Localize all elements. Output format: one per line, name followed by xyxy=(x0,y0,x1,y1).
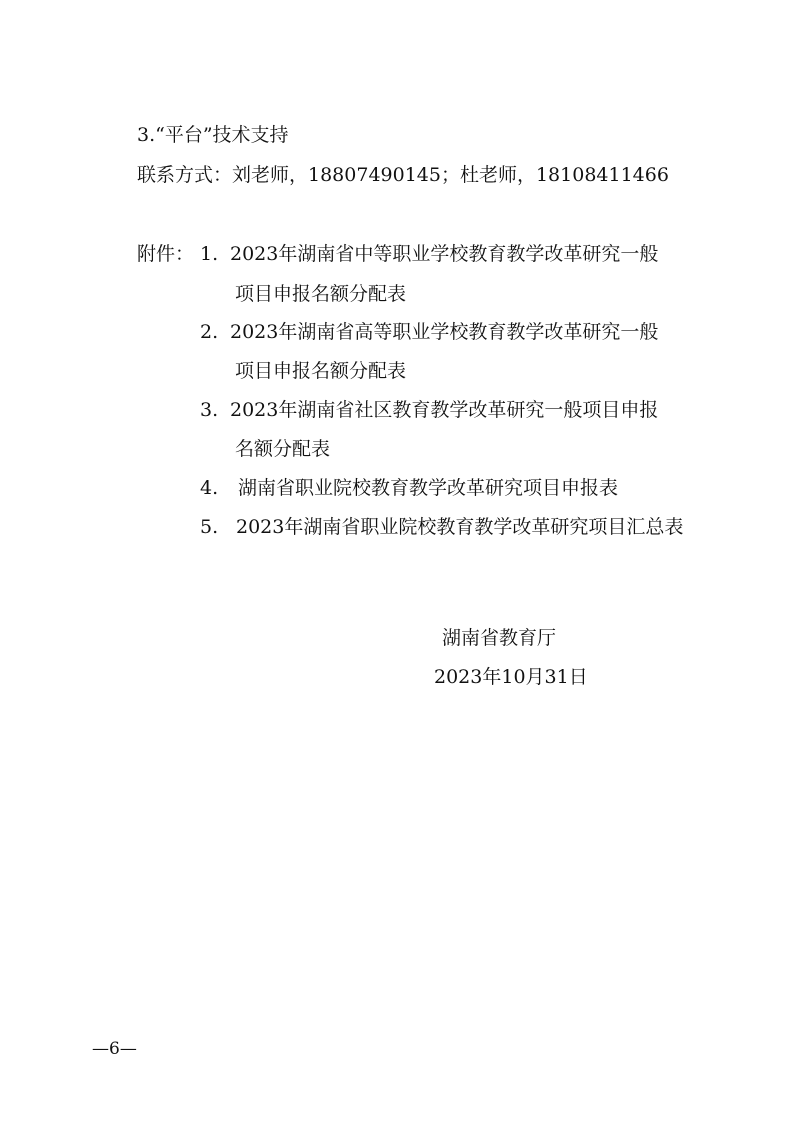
attachment-1-title-cont: 项目申报名额分配表 xyxy=(235,283,407,305)
attachment-1-number: 1. xyxy=(200,243,219,265)
attachment-3-number: 3. xyxy=(200,399,219,421)
attachment-3-title: 2023年湖南省社区教育教学改革研究一般项目申报 xyxy=(230,399,659,421)
support-heading: 3.“平台”技术支持 xyxy=(137,124,289,146)
signature-date: 2023年10月31日 xyxy=(434,666,588,688)
attachment-4-title: 湖南省职业院校教育教学改革研究项目申报表 xyxy=(238,477,619,499)
attachment-5-number: 5. xyxy=(200,516,219,538)
attachment-3-title-cont: 名额分配表 xyxy=(235,438,331,460)
attachment-1-title: 2023年湖南省中等职业学校教育教学改革研究一般 xyxy=(230,243,659,265)
attachment-4-number: 4. xyxy=(200,477,219,499)
attachment-2-number: 2. xyxy=(200,321,219,343)
page-number: —6— xyxy=(92,1039,137,1059)
attachments-label: 附件： xyxy=(137,243,195,265)
signature-organization: 湖南省教育厅 xyxy=(442,627,557,649)
attachment-2-title-cont: 项目申报名额分配表 xyxy=(235,360,407,382)
contact-info: 联系方式：刘老师，18807490145；杜老师，18108411466 xyxy=(137,164,669,186)
attachment-2-title: 2023年湖南省高等职业学校教育教学改革研究一般 xyxy=(230,321,659,343)
attachment-5-title: 2023年湖南省职业院校教育教学改革研究项目汇总表 xyxy=(236,516,684,538)
